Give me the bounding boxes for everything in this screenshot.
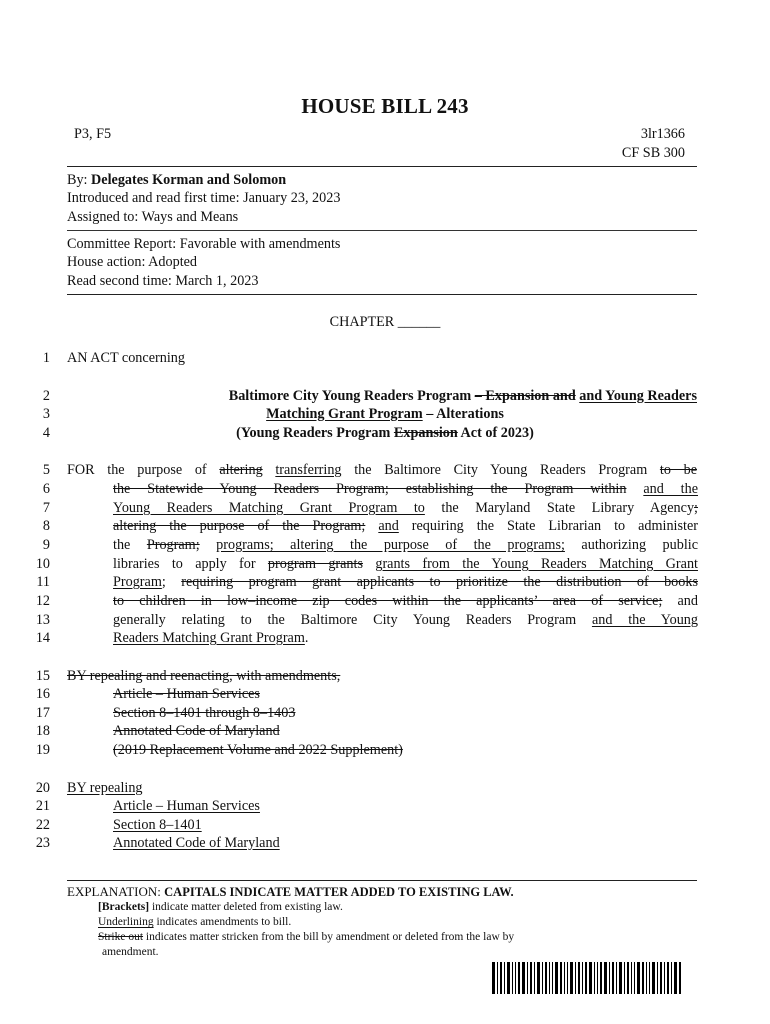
bill-title: HOUSE BILL 243 — [301, 94, 469, 118]
committee-assigned: Assigned to: Ways and Means — [67, 209, 239, 225]
purpose-line-9: the Program; programs; altering the purpose of the programs; authorizing public — [113, 537, 699, 553]
sponsors: Delegates Korman and Solomon — [91, 172, 287, 188]
house-action: House action: Adopted — [67, 254, 198, 270]
sponsor-divider — [67, 230, 697, 231]
repeal-section: Section 8–1401 — [113, 817, 202, 833]
line-number: 18 — [35, 723, 50, 739]
line-number: 5 — [42, 462, 50, 478]
line-number: 15 — [35, 668, 50, 684]
line-number: 11 — [36, 574, 50, 590]
repeal-heading: BY repealing — [67, 780, 143, 796]
line-number: 16 — [35, 686, 50, 702]
act-concerning: AN ACT concerning — [67, 350, 185, 366]
repeal-reenact-section: Section 8–1401 through 8–1403 — [113, 705, 296, 721]
bill-draft-number: 3lr1366 — [640, 126, 685, 142]
line-number: 12 — [35, 593, 50, 609]
cross-file-number: CF SB 300 — [621, 145, 685, 161]
line-number: 20 — [35, 780, 50, 796]
line-number: 13 — [35, 612, 50, 628]
second-reading: Read second time: March 1, 2023 — [67, 273, 259, 289]
title-line-3: Matching Grant Program – Alterations — [266, 406, 504, 422]
repeal-reenact-article: Article – Human Services — [113, 686, 260, 702]
purpose-line-6: the Statewide Young Readers Program; establishing the Program within and the — [113, 481, 698, 497]
explanation-brackets: [Brackets] indicate matter deleted from existing law. — [98, 901, 343, 913]
purpose-line-8: altering the purpose of the Program; and requiring the State Librarian to administer — [113, 518, 698, 534]
purpose-line-7: Young Readers Matching Grant Program to the Maryland State Library Agency; — [113, 500, 698, 516]
explanation-heading: EXPLANATION: CAPITALS INDICATE MATTER ADDED TO EXISTING LAW. — [67, 884, 514, 899]
explanation-underlining: Underlining indicates amendments to bill. — [98, 916, 292, 928]
line-number: 3 — [42, 406, 50, 422]
committee-divider — [67, 294, 697, 295]
line-number: 2 — [42, 388, 50, 404]
line-number: 22 — [35, 817, 50, 833]
line-number: 14 — [35, 630, 50, 646]
line-number: 10 — [35, 556, 50, 572]
repeal-reenact-code: Annotated Code of Maryland — [113, 723, 280, 739]
explanation-divider — [67, 880, 697, 881]
line-number: 21 — [35, 798, 50, 814]
repeal-article: Article – Human Services — [113, 798, 260, 814]
line-number: 6 — [42, 481, 50, 497]
explanation-strike: Strike out indicates matter stricken from the bill by amendment or deleted from the law by — [98, 931, 515, 943]
sponsor-line: By: Delegates Korman and Solomon — [67, 172, 287, 188]
title-line-2: Baltimore City Young Readers Program – Expansion and and Young Readers — [228, 388, 697, 404]
purpose-line-11: Program; requiring program grant applicants to prioritize the distribution of books — [113, 574, 698, 590]
barcode — [492, 962, 682, 994]
chapter-line: CHAPTER ______ — [329, 314, 441, 330]
repeal-reenact-volume: (2019 Replacement Volume and 2022 Supplement) — [113, 742, 403, 758]
purpose-line-10: libraries to apply for program grants grants from the Young Readers Matching Grant — [113, 556, 698, 572]
line-number: 8 — [42, 518, 50, 534]
line-number: 7 — [42, 500, 50, 516]
line-number: 17 — [35, 705, 50, 721]
purpose-line-13: generally relating to the Baltimore City Young Readers Program and the Young — [113, 612, 698, 628]
line-number: 1 — [42, 350, 50, 366]
purpose-line-12: to children in low–income zip codes within the applicants’ area of service; and — [113, 593, 698, 609]
line-number: 23 — [35, 835, 50, 851]
repeal-reenact-heading: BY repealing and reenacting, with amendments, — [67, 668, 341, 684]
introduced-date: Introduced and read first time: January 23, 2023 — [67, 190, 341, 206]
line-number: 19 — [35, 742, 50, 758]
repeal-code: Annotated Code of Maryland — [113, 835, 280, 851]
purpose-line-5: FOR the purpose of altering transferring the Baltimore City Young Readers Program to be — [67, 462, 697, 478]
committee-report: Committee Report: Favorable with amendments — [67, 236, 341, 252]
title-line-4: (Young Readers Program Expansion Act of 2023) — [236, 425, 534, 441]
line-number: 9 — [42, 537, 50, 553]
purpose-line-14: Readers Matching Grant Program. — [113, 630, 309, 646]
explanation-strike-cont: amendment. — [102, 946, 159, 958]
subject-codes: P3, F5 — [74, 126, 112, 142]
line-number: 4 — [42, 425, 50, 441]
header-divider — [67, 166, 697, 167]
